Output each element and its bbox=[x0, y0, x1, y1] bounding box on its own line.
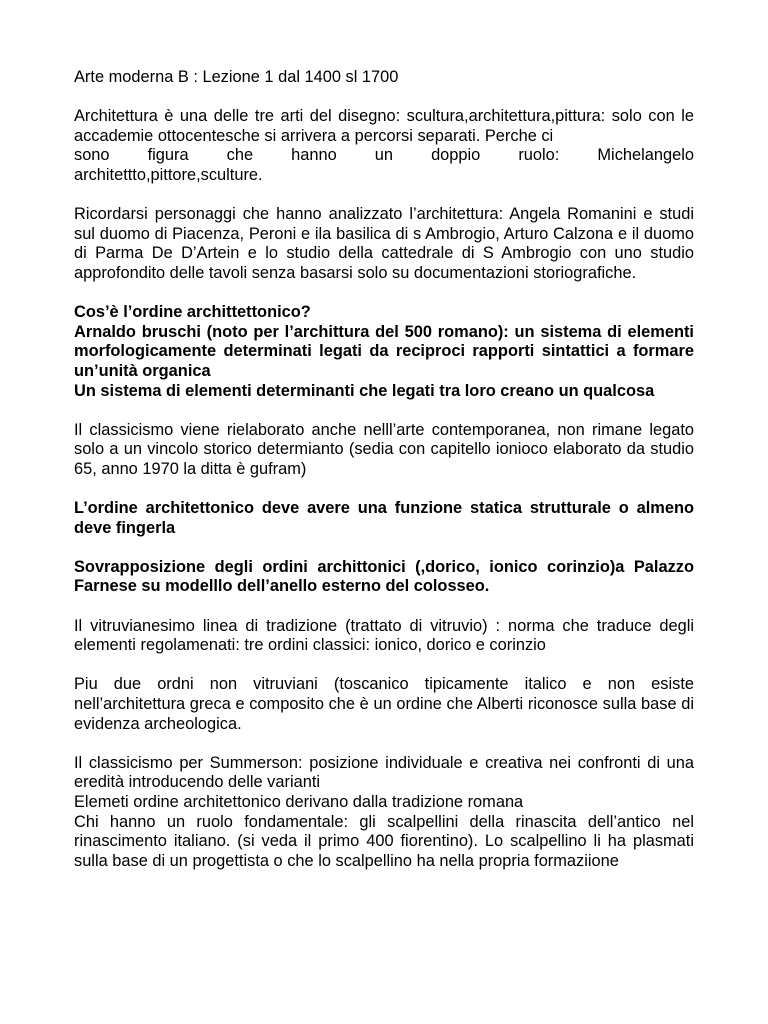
word: figura bbox=[147, 146, 189, 165]
word: Michelangelo bbox=[597, 146, 694, 165]
document-page bbox=[74, 68, 694, 871]
elementi-line: Elemeti ordine architettonico derivano dalla tradizione romana bbox=[74, 792, 524, 811]
paragraph-vitruvianesimo: Il vitruvianesimo linea di tradizione (trattato di vitruvio) : norma che traduce degli elementi regolamenati: tre ordini classici: ionico, dorico e corinzio bbox=[74, 616, 694, 655]
summerson-line: Il classicismo per Summerson: posizione individuale e creativa nei confronti di una eredità introducendo delle varianti bbox=[74, 753, 694, 792]
word: hanno bbox=[291, 146, 337, 165]
word: che bbox=[226, 146, 254, 165]
word: sono bbox=[74, 146, 110, 165]
question-heading: Cos’è l’ordine archittettonico? bbox=[74, 303, 311, 322]
scalpellini-line: Chi hanno un ruolo fondamentale: gli scalpellini della rinascita dell’antico nel rinascimento italiano. (si veda il primo 400 fiorentino). Lo scalpellino li ha plasmati sulla base di un progettista o che lo scalpellino ha nella propria formaziione bbox=[74, 812, 694, 870]
word: ruolo: bbox=[518, 146, 560, 165]
paragraph-classicismo: Il classicismo viene rielaborato anche nelll’arte contemporanea, non rimane legato solo a un vincolo storico determianto (sedia con capitello ionioco elaborato da studio 65, anno 1970 la ditta è gufram) bbox=[74, 420, 694, 478]
word: un bbox=[374, 146, 394, 165]
paragraph-ordini-non-vitruviani: Piu due ordni non vitruviani (toscanico tipicamente italico e non esiste nell’architettura greca e composito che è un ordine che Alberti riconosce sulla base di evidenza archeologica. bbox=[74, 675, 694, 733]
document-title: Arte moderna B : Lezione 1 dal 1400 sl 1700 bbox=[74, 68, 399, 86]
paragraph-sovrapposizione: Sovrapposizione degli ordini archittonici (,dorico, ionico corinzio)a Palazzo Farnese su modelllo dell’anello esterno del colosseo. bbox=[74, 557, 694, 596]
paragraph-ricordarsi: Ricordarsi personaggi che hanno analizzato l’architettura: Angela Romanini e studi sul duomo di Piacenza, Peroni e ila basilica di s Ambrogio, Arturo Calzona e il duomo di Parma De D’Artein e lo studio della cattedrale di S Ambrogio con uno studio approfondito delle tavoli senza basarsi solo su documentazioni storiografiche. bbox=[74, 205, 694, 282]
paragraph-spread-line bbox=[74, 146, 694, 166]
paragraph-architettura bbox=[74, 107, 694, 185]
word: doppio bbox=[431, 146, 481, 165]
paragraph-text: Architettura è una delle tre arti del disegno: scultura,architettura,pittura: solo con le accademie ottocentesche si arrivera a percorsi separati. Perche ci bbox=[74, 107, 694, 145]
paragraph-ordine-statica: L’ordine architettonico deve avere una funzione statica strutturale o almeno deve fingerla bbox=[74, 499, 694, 537]
bold-definition-block bbox=[74, 303, 694, 401]
paragraph-last-line: architettto,pittore,sculture. bbox=[74, 165, 263, 184]
definition-bruschi: Arnaldo bruschi (noto per l’archittura del 500 romano): un sistema di elementi morfologicamente determinati legati da reciproci rapporti sintattici a formare un’unità organica bbox=[74, 322, 694, 380]
definition-sistema: Un sistema di elementi determinanti che legati tra loro creano un qualcosa bbox=[74, 381, 655, 400]
paragraph-summerson bbox=[74, 754, 694, 872]
